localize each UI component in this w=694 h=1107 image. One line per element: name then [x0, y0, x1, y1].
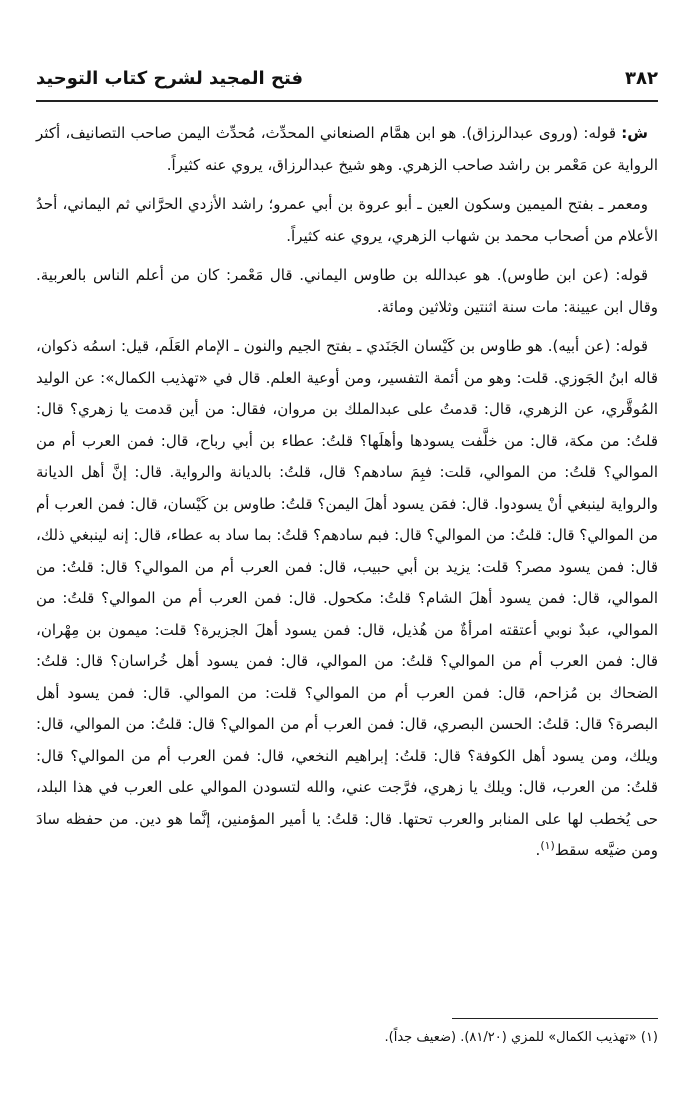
footnote	[36, 1026, 658, 1050]
paragraph-text: ومعمر ـ بفتح الميمين وسكون العين ـ أبو عروة بن أبي عمرو؛ راشد الأزدي الحرَّاني ثم اليماني، أحدُ الأعلام من أصحاب محمد بن شهاب الزهري، يروي عنه كثيراً.	[36, 195, 658, 245]
paragraph-text: قوله: (عن أبيه). هو طاوس بن كَيْسان الجَنَدي ـ بفتح الجيم والنون ـ الإمام العَلَم، قيل: اسمُه ذكوان، قاله ابنُ الجَوزي. قلت: وهو من أئمة التفسير، ومن أوعية العلم. قال في «تهذيب الكمال»: عن الوليد المُوقَّري، عن الزهري، قال: قدمتُ على عبدالملك بن مروان، فقال: من أين قدمت يا زهري؟ قال: قلتُ: من مكة، قال: من خلَّفت يسودها وأهلَها؟ قلتُ: عطاء بن أبي رباح، قال: فمن العرب أم من الموالي؟ قلتُ: من الموالي، قلت: فبِمَ سادهم؟ قال، قلتُ: بالديانة والرواية. قال: إنَّ أهل الديانة والرواية لينبغي أنْ يسودوا. قال: فمَن يسود أهلَ اليمن؟ قلتُ: طاوس بن كَيْسان، قال: فمن العرب أم من الموالي؟ قال: قلتُ: من الموالي؟ قال: فبم سادهم؟ قلتُ: بما ساد به عطاء، قال: إنه لينبغي ذلك، قال: فمن يسود مصر؟ قلت: يزيد بن أبي حبيب، قال: فمن العرب أم من الموالي؟ قال: قلتُ: من الموالي، قال: فمن يسود أهلَ الشام؟ قلتُ: مكحول. قال: فمن العرب أم من الموالي؟ قلتُ: من الموالي، عبدٌ نوبي أعتقته امرأةٌ من هُذيل، قال: فمن يسود أهلَ الجزيرة؟ قلت: ميمون بن مِهْران، قال: فمن العرب أم من الموالي؟ قلتُ: من الموالي، قال: فمن يسود أهل خُراسان؟ قال: قلتُ: الضحاك بن مُزاحم، قال: فمن العرب أم من الموالي؟ قلت: من الموالي. قال: فمن يسود أهل البصرة؟ قال: قلتُ: الحسن البصري، قال: فمن العرب أم من الموالي؟ قال: قلتُ: من الموالي، قال: ويلك، ومن يسود أهل الكوفة؟ قال: قلتُ: إبراهيم النخعي، قال: فمن العرب أم من الموالي؟ قال: قلتُ: من العرب، قال: ويلك يا زهري، فرَّجت عني، والله لتسودن الموالي على العرب في هذا البلد، حى يُخطب لها على المنابر والعرب تحتها. قال: قلتُ: يا أمير المؤمنين، إنَّما هو دين. من حفظه سادَ ومن ضيَّعه سقط	[36, 337, 658, 859]
page-header	[36, 60, 658, 96]
footnote-rule	[452, 1018, 658, 1019]
paragraph-lead: ش:	[621, 124, 648, 142]
paragraph-2	[36, 189, 658, 252]
paragraph-end: .	[535, 841, 541, 859]
footnote-marker: (١)	[540, 839, 555, 852]
header-rule	[36, 100, 658, 102]
paragraph-4	[36, 331, 658, 867]
page-number: ٣٨٢	[625, 67, 658, 89]
paragraph-3	[36, 260, 658, 323]
footnote-text: (١) «تهذيب الكمال» للمزي (٨١/٢٠). (ضعيف جداً).	[384, 1030, 658, 1045]
book-title: فتح المجيد لشرح كتاب التوحيد	[36, 67, 304, 89]
paragraph-text: قوله: (وروى عبدالرزاق). هو ابن همَّام الصنعاني المحدِّث، مُحدِّث اليمن صاحب التصانيف، أكثر الرواية عن مَعْمر بن راشد صاحب الزهري. وهو شيخ عبدالرزاق، يروي عنه كثيراً.	[36, 124, 658, 174]
paragraph-1	[36, 118, 658, 181]
main-text	[36, 118, 658, 875]
paragraph-text: قوله: (عن ابن طاوس). هو عبدالله بن طاوس اليماني. قال مَعْمر: كان من أعلم الناس بالعربية. وقال ابن عيينة: مات سنة اثنتين وثلاثين ومائة.	[36, 266, 658, 316]
